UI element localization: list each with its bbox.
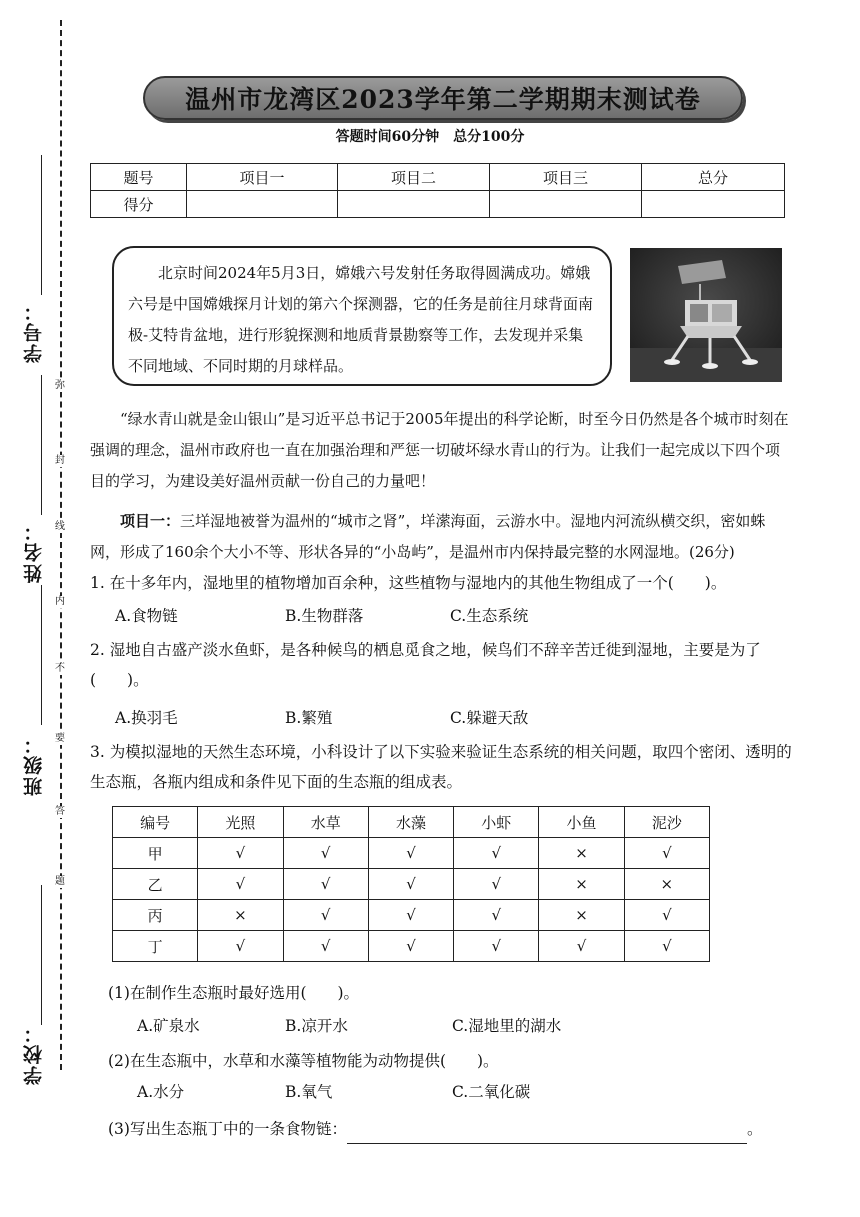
table-header: 编号: [113, 807, 198, 838]
option[interactable]: B.生物群落: [285, 607, 364, 625]
answer-blank[interactable]: [347, 1127, 747, 1144]
table-cell: √: [454, 869, 539, 900]
option[interactable]: A.水分: [137, 1083, 185, 1101]
table-cell: √: [454, 900, 539, 931]
table-row: [113, 838, 710, 869]
project1-label: 项目一：: [120, 512, 181, 530]
table-cell: √: [368, 838, 453, 869]
score-table: [90, 163, 785, 218]
table-row: [113, 869, 710, 900]
question-3-3-text: (3)写出生态瓶丁中的一条食物链：: [108, 1120, 347, 1138]
table-cell: 丙: [113, 900, 198, 931]
question-1-options: [115, 604, 528, 626]
student-id-blank[interactable]: [41, 155, 42, 295]
table-cell: √: [283, 838, 368, 869]
score-header: 项目一: [187, 164, 338, 191]
exam-info: 答题时间60分钟 总分100分: [335, 129, 525, 145]
table-cell: ×: [198, 900, 283, 931]
score-cell[interactable]: [490, 191, 642, 218]
table-header: 光照: [198, 807, 283, 838]
student-id-label: 学号：: [23, 300, 45, 363]
score-row-label: 得分: [91, 191, 187, 218]
seal-char: 封: [52, 455, 68, 467]
score-header: 项目三: [490, 164, 642, 191]
option[interactable]: A.食物链: [115, 607, 178, 625]
seal-char: 答: [52, 806, 68, 818]
question-2: 2. 湿地自古盛产淡水鱼虾，是各种候鸟的栖息觅食之地，候鸟们不辞辛苦迁徙到湿地，主要是为了( )。: [90, 641, 761, 689]
table-cell: ×: [624, 869, 709, 900]
question-3-1: (1)在制作生态瓶时最好选用( )。: [108, 984, 360, 1002]
question-1: 1. 在十多年内，湿地里的植物增加百余种，这些植物与湿地内的其他生物组成了一个( )。: [90, 574, 727, 592]
project1-text: [90, 506, 790, 568]
lunar-lander-image: [630, 248, 782, 382]
question-3-3-end: 。: [746, 1120, 763, 1138]
option[interactable]: B.凉开水: [285, 1017, 348, 1035]
intro-box: [112, 246, 612, 386]
option[interactable]: C.二氧化碳: [452, 1083, 531, 1101]
option[interactable]: C.湿地里的湖水: [452, 1017, 562, 1035]
table-cell: √: [198, 838, 283, 869]
seal-char: 线: [52, 521, 68, 533]
name-label: 姓名：: [23, 520, 45, 583]
seal-char: 内: [52, 596, 68, 608]
table-cell: √: [624, 900, 709, 931]
class-blank[interactable]: [41, 585, 42, 725]
option[interactable]: B.氧气: [285, 1083, 333, 1101]
question-3: 3. 为模拟湿地的天然生态环境，小科设计了以下实验来验证生态系统的相关问题，取四个密闭、透明的生态瓶，各瓶内组成和条件见下面的生态瓶的组成表。: [90, 743, 792, 791]
table-cell: ×: [539, 838, 624, 869]
option[interactable]: C.躲避天敌: [450, 709, 529, 727]
intro-text: 北京时间2024年5月3日，嫦娥六号发射任务取得圆满成功。嫦娥六号是中国嫦娥探月计划的第六个探测器，它的任务是前往月球背面南极-艾特肯盆地，进行形貌探测和地质背景勘察等工作，去发现并采集不同地域、不同时期的月球样品。: [128, 264, 594, 375]
table-cell: √: [368, 869, 453, 900]
intro-paragraph: [90, 404, 790, 497]
school-blank[interactable]: [41, 885, 42, 1025]
project1-description: 三垟湿地被誉为温州的“城市之肾”，垟潆海面，云游水中。湿地内河流纵横交织，密如蛛网，形成了160余个大小不等、形状各异的“小岛屿”，是温州市内保持最完整的水网湿地。(26分): [90, 512, 766, 561]
project1-block: [90, 506, 790, 568]
table-cell: ×: [539, 900, 624, 931]
question-3-2-options: [137, 1080, 530, 1102]
question-3-3: [108, 1114, 813, 1144]
table-row: [113, 931, 710, 962]
table-header: 小虾: [454, 807, 539, 838]
table-header: 水草: [283, 807, 368, 838]
ecobottle-table: [112, 806, 710, 962]
table-cell: √: [198, 869, 283, 900]
seal-char: 不: [52, 663, 68, 675]
question-3-2: (2)在生态瓶中，水草和水藻等植物能为动物提供( )。: [108, 1052, 499, 1070]
table-cell: √: [283, 869, 368, 900]
title-banner: [143, 76, 743, 120]
table-cell: ×: [539, 869, 624, 900]
question-2-options: [115, 706, 528, 728]
table-row: [113, 900, 710, 931]
score-cell[interactable]: [642, 191, 785, 218]
option[interactable]: B.繁殖: [285, 709, 333, 727]
table-cell: √: [454, 931, 539, 962]
table-cell: √: [539, 931, 624, 962]
name-blank[interactable]: [41, 375, 42, 515]
option[interactable]: A.换羽毛: [115, 709, 178, 727]
score-header: 项目二: [338, 164, 490, 191]
table-header: 小鱼: [539, 807, 624, 838]
option[interactable]: A.矿泉水: [137, 1017, 200, 1035]
table-header: 泥沙: [624, 807, 709, 838]
score-cell[interactable]: [338, 191, 490, 218]
lander-photo: [630, 248, 782, 382]
seal-char: 题: [52, 876, 68, 888]
table-header: 水藻: [368, 807, 453, 838]
option[interactable]: C.生态系统: [450, 607, 529, 625]
table-cell: 甲: [113, 838, 198, 869]
table-cell: √: [454, 838, 539, 869]
table-cell: √: [624, 838, 709, 869]
page-title: 温州市龙湾区2023学年第二学期期末测试卷: [185, 85, 701, 114]
question-3-1-options: [137, 1014, 561, 1036]
class-label: 班级：: [23, 733, 45, 796]
table-cell: √: [198, 931, 283, 962]
score-cell[interactable]: [187, 191, 338, 218]
seal-char: 要: [52, 733, 68, 745]
seal-char: 弥: [52, 380, 68, 392]
table-cell: √: [624, 931, 709, 962]
paragraph-text: “绿水青山就是金山银山”是习近平总书记于2005年提出的科学论断，时至今日仍然是各个城市时刻在强调的理念，温州市政府也一直在加强治理和严惩一切破坏绿水青山的行为。让我们一起完成以下四个项目的学习，为建设美好温州贡献一份自己的力量吧！: [90, 410, 789, 490]
table-cell: 丁: [113, 931, 198, 962]
score-header: 题号: [91, 164, 187, 191]
table-cell: √: [283, 900, 368, 931]
score-header: 总分: [642, 164, 785, 191]
table-cell: 乙: [113, 869, 198, 900]
school-label: 学校：: [23, 1022, 45, 1085]
table-cell: √: [368, 900, 453, 931]
table-cell: √: [283, 931, 368, 962]
table-cell: √: [368, 931, 453, 962]
binding-dashed-line: [60, 20, 62, 1070]
